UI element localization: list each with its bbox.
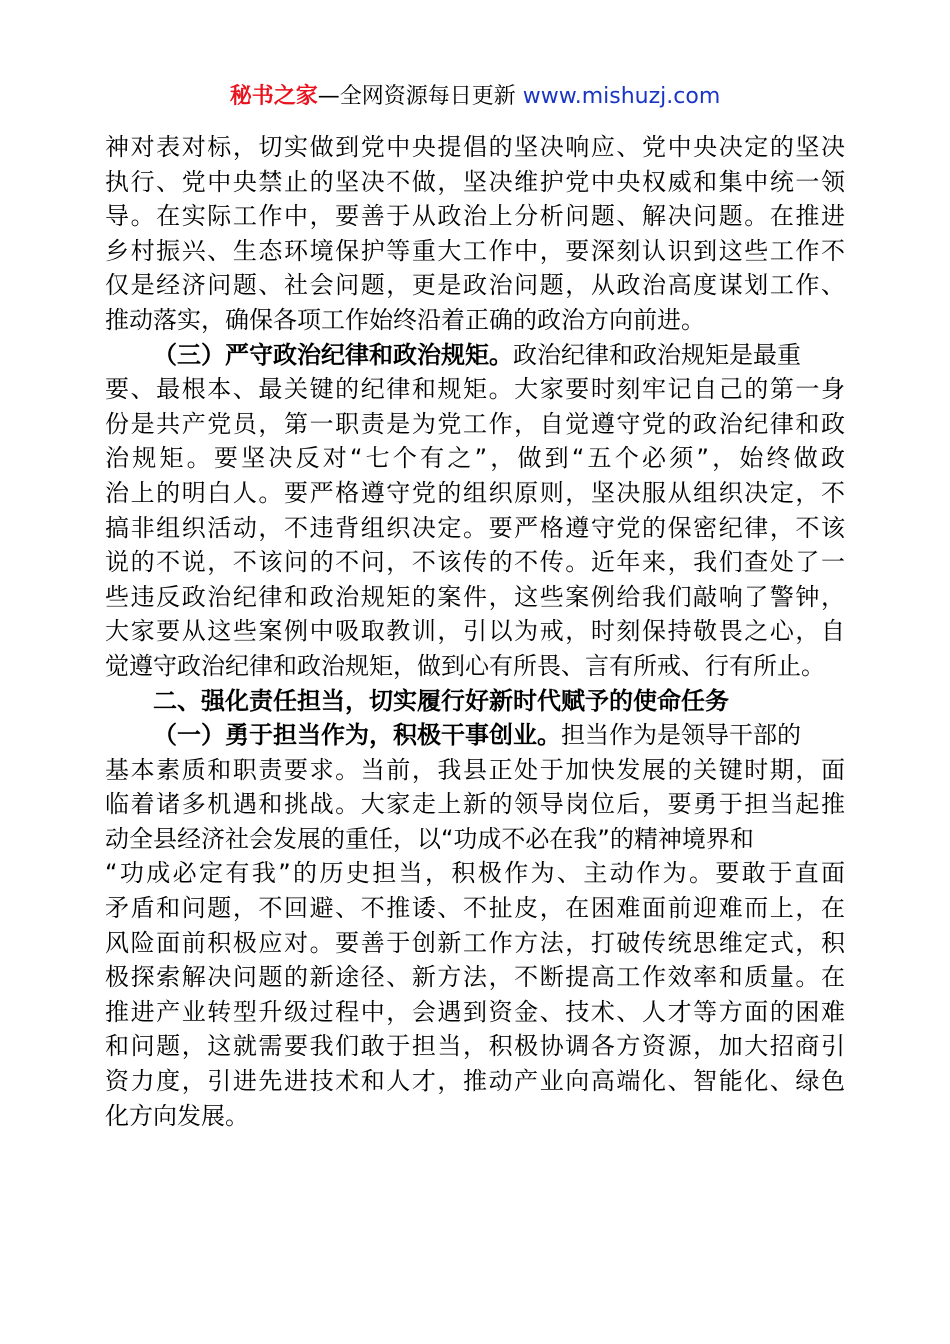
text-line: 些违反政治纪律和政治规矩的案件，这些案例给我们敲响了警钟， [105,582,845,611]
text-line: 临着诸多机遇和挑战。大家走上新的领导岗位后，要勇于担当起推 [105,790,845,819]
section-heading: 二、强化责任担当，切实履行好新时代赋予的使命任务 [153,686,729,715]
text-line: 神对表对标，切实做到党中央提倡的坚决响应、党中央决定的坚决 [105,133,845,161]
paragraph [105,130,845,338]
text-line [105,718,845,753]
paragraph [105,718,845,1133]
text-line: 推进产业转型升级过程中，会遇到资金、技术、人才等方面的困难 [105,997,845,1026]
text-line: 仅是经济问题、社会问题，更是政治问题，从政治高度谋划工作、 [105,271,845,300]
text-line: 动全县经济社会发展的重任，以“功成不必在我”的精神境界和 [105,824,754,853]
text-line: 觉遵守政治纪律和政治规矩，做到心有所畏、言有所戒、行有所止。 [105,651,825,680]
subsection-heading: （一）勇于担当作为，积极干事创业。 [153,721,561,750]
text-line [105,338,845,373]
text-line: 化方向发展。 [105,1101,249,1130]
text-line: 资力度，引进先进技术和人才，推动产业向高端化、智能化、绿色 [105,1067,845,1096]
text-line: 基本素质和职责要求。当前，我县正处于加快发展的关键时期，面 [105,755,845,784]
site-url[interactable]: www.mishuzj.com [522,84,721,109]
text-line: 极探索解决问题的新途径、新方法，不断提高工作效率和质量。在 [105,963,845,992]
header-tagline: —全网资源每日更新 [317,84,516,109]
text-line: 乡村振兴、生态环境保护等重大工作中，要深刻认识到这些工作不 [105,236,845,265]
text-line: 导。在实际工作中，要善于从政治上分析问题、解决问题。在推进 [105,202,845,231]
text-line: 大家要从这些案例中吸取教训，引以为戒，时刻保持敬畏之心，自 [105,617,845,646]
text-run: 政治纪律和政治规矩是最重 [513,340,801,369]
text-line: 治规矩。要坚决反对“七个有之”，做到“五个必须”，始终做政 [105,444,845,473]
page-header [0,82,950,112]
text-line: 要、最根本、最关键的纪律和规矩。大家要时刻牢记自己的第一身 [105,375,845,404]
text-line: 执行、党中央禁止的坚决不做，坚决维护党中央权威和集中统一领 [105,167,845,196]
paragraph [105,338,845,684]
text-line: 推动落实，确保各项工作始终沿着正确的政治方向前进。 [105,305,705,334]
text-line: 治上的明白人。要严格遵守党的组织原则，坚决服从组织决定，不 [105,478,845,507]
text-line: “功成必定有我”的历史担当，积极作为、主动作为。要敢于直面 [105,859,845,888]
text-line: 矛盾和问题，不回避、不推诿、不扯皮，在困难面前迎难而上，在 [105,894,845,923]
text-line: 说的不说，不该问的不问，不该传的不传。近年来，我们查处了一 [105,548,845,577]
document-body [105,130,845,1133]
text-run: 担当作为是领导干部的 [561,721,801,750]
text-line: 和问题，这就需要我们敢于担当，积极协调各方资源，加大招商引 [105,1032,845,1061]
text-line: 搞非组织活动，不违背组织决定。要严格遵守党的保密纪律，不该 [105,513,845,542]
text-line: 风险面前积极应对。要善于创新工作方法，打破传统思维定式，积 [105,928,845,957]
subsection-heading: （三）严守政治纪律和政治规矩。 [153,340,513,369]
text-line: 份是共产党员，第一职责是为党工作，自觉遵守党的政治纪律和政 [105,409,845,438]
brand-name: 秘书之家 [229,84,318,109]
